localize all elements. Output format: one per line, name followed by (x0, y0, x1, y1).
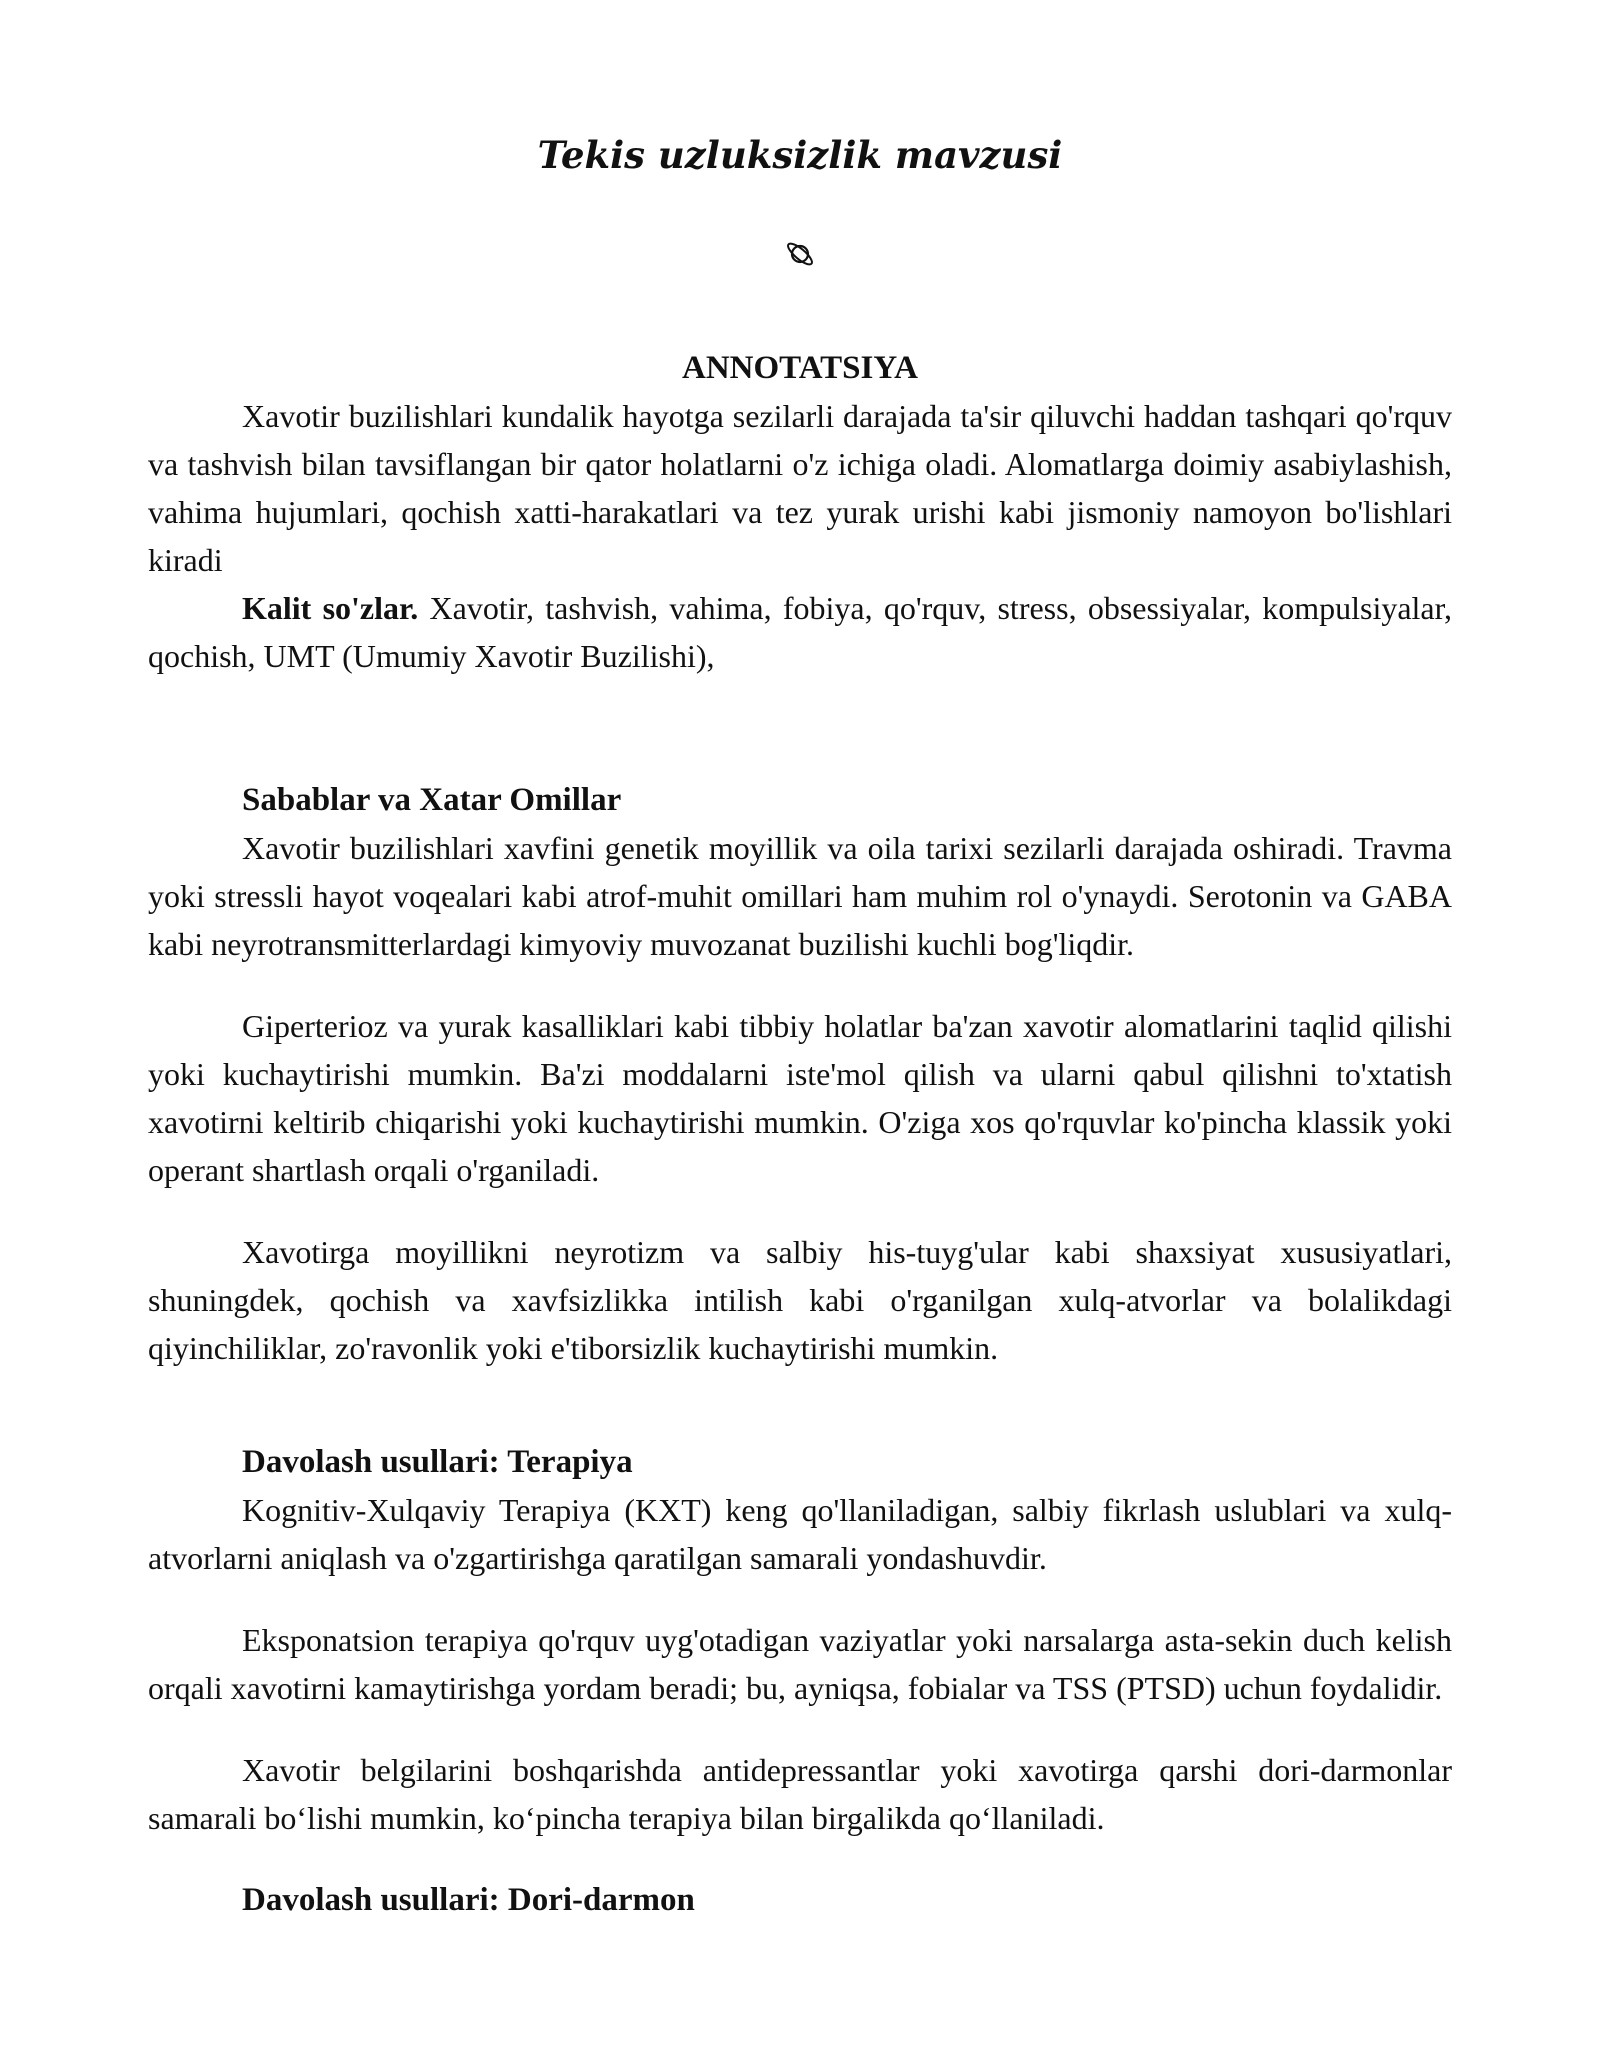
annotation-text: Xavotir buzilishlari kundalik hayotga sezilarli darajada ta'sir qiluvchi haddan tashqari qo'rquv va tashvish bilan tavsiflangan bir qator holatlarni o'z ichiga oladi. Alomatlarga doimiy asabiylashish, vahima hujumlari, qochish xatti-harakatlari va tez yurak urishi kabi jismoniy namoyon bo'lishlari kiradi (148, 398, 1452, 578)
keywords-paragraph (148, 584, 1452, 680)
causes-paragraph-1: Xavotir buzilishlari xavfini genetik moyillik va oila tarixi sezilarli darajada oshiradi. Travma yoki stressli hayot voqealari kabi atrof-muhit omillari ham muhim rol o'ynaydi. Serotonin va GABA kabi neyrotransmitterlardagi kimyoviy muvozanat buzilishi kuchli bog'liqdir. (148, 830, 1452, 962)
medication-heading: Davolash usullari: Dori-darmon (242, 1882, 695, 1918)
causes-paragraph-2: Giperterioz va yurak kasalliklari kabi tibbiy holatlar ba'zan xavotir alomatlarini taqlid qilishi yoki kuchaytirishi mumkin. Ba'zi moddalarni iste'mol qilish va ularni qabul qilishni to'xtatish xavotirni keltirib chiqarishi yoki kuchaytirishi mumkin. O'ziga xos qo'rquvlar ko'pincha klassik yoki operant shartlash orqali o'rganiladi. (148, 1008, 1452, 1188)
therapy-heading: Davolash usullari: Terapiya (242, 1444, 633, 1480)
keywords-text: Xavotir, tashvish, vahima, fobiya, qo'rquv, stress, obsessiyalar, kompulsiyalar, qochish, UMT (Umumiy Xavotir Buzilishi), (148, 590, 1453, 674)
document-page (148, 120, 1452, 1924)
document-title: Tekis uzluksizlik mavzusi (537, 133, 1063, 177)
saturn-icon (783, 237, 817, 271)
keywords-label: Kalit so'zlar. (242, 590, 419, 626)
causes-paragraph-3: Xavotirga moyillikni neyrotizm va salbiy his-tuyg'ular kabi shaxsiyat xususiyatlari, shuningdek, qochish va xavfsizlikka intilish kabi o'rganilgan xulq-atvorlar va bolalikdagi qiyinchiliklar, zo'ravonlik yoki e'tiborsizlik kuchaytirishi mumkin. (148, 1234, 1452, 1366)
therapy-paragraph-3: Xavotir belgilarini boshqarishda antidepressantlar yoki xavotirga qarshi dori-darmonlar samarali bo‘lishi mumkin, ko‘pincha terapiya bilan birgalikda qo‘llaniladi. (148, 1752, 1452, 1836)
causes-heading: Sabablar va Xatar Omillar (242, 782, 622, 818)
ornament (148, 236, 1452, 276)
therapy-paragraph-2: Eksponatsion terapiya qo'rquv uyg'otadigan vaziyatlar yoki narsalarga asta-sekin duch kelish orqali xavotirni kamaytirishga yordam beradi; bu, ayniqsa, fobialar va TSS (PTSD) uchun foydalidir. (148, 1622, 1452, 1706)
therapy-paragraph-1: Kognitiv-Xulqaviy Terapiya (KXT) keng qo'llaniladigan, salbiy fikrlash uslublari va xulq-atvorlarni aniqlash va o'zgartirishga qaratilgan samarali yondashuvdir. (148, 1492, 1452, 1576)
annotation-heading: ANNOTATSIYA (682, 350, 918, 386)
